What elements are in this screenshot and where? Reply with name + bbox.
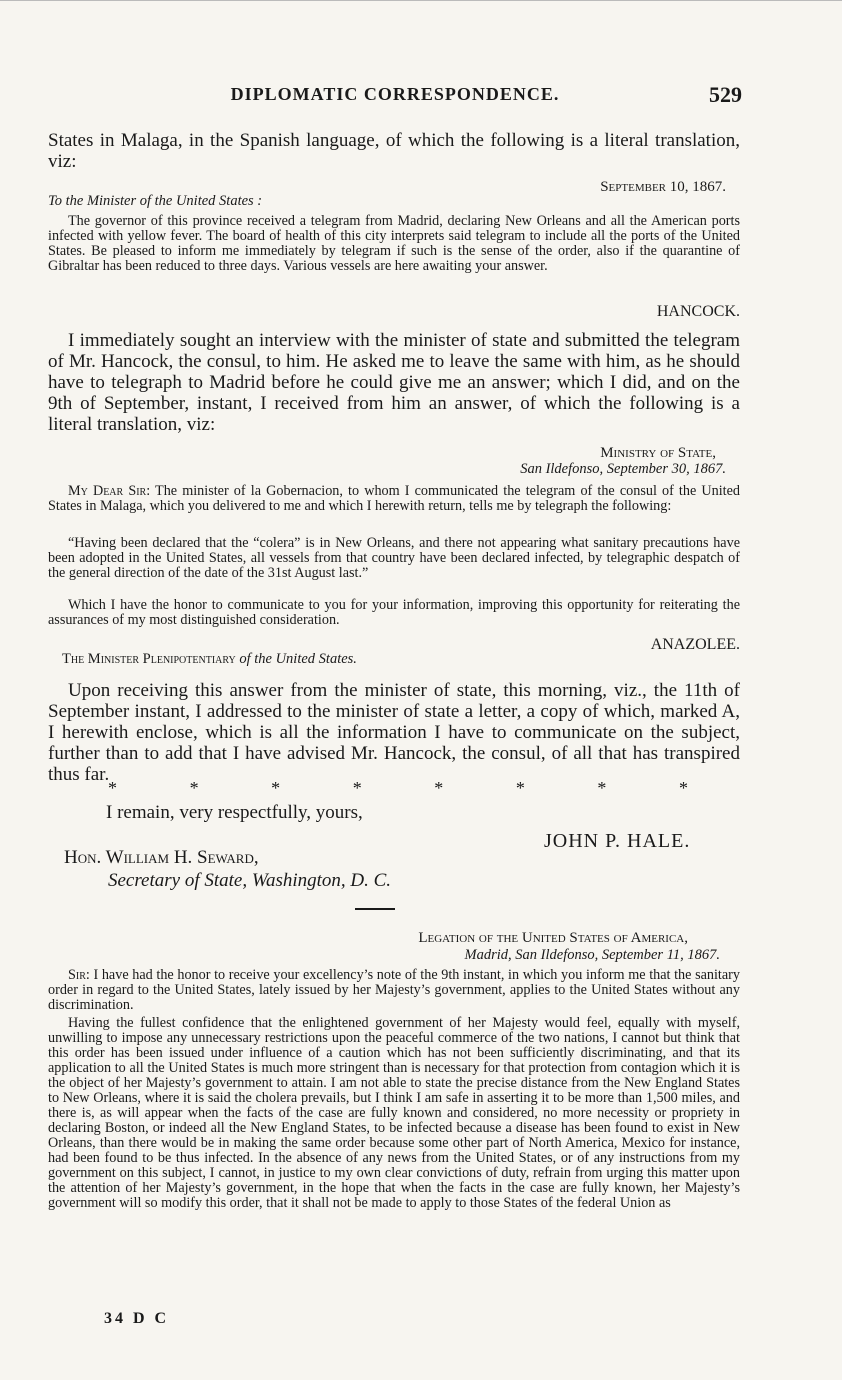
telegram-date: September 10, 1867. bbox=[600, 179, 726, 195]
ministry-signature: ANAZOLEE. bbox=[650, 636, 740, 653]
telegram-body: The governor of this province received a telegram from Madrid, declaring New Orleans and all the American ports infected with yellow fever. The board of health of this city interprets said telegram to include all the ports of the United States. Be pleased to inform me immediately by telegram if such is the sense of the order, also if the quarantine of Gibraltar has been reduced to three days. Various vessels are here awaiting your answer. bbox=[48, 213, 740, 274]
star: * bbox=[189, 778, 199, 798]
ministry-addressee bbox=[62, 652, 754, 667]
ministry-body-text: : The minister of la Gobernacion, to whom I communicated the telegram of the consul of the United States in Malaga, which you delivered to me and which I herewith return, tells me by telegraph the following: bbox=[48, 483, 740, 514]
recipient-name: Hon. William H. Seward, bbox=[64, 847, 259, 868]
ministry-addressee-title: The Minister Plenipotentiary bbox=[62, 651, 236, 667]
narrative-paragraph-2: Upon receiving this answer from the minister of state, this morning, viz., the 11th of September instant, I addressed to the minister of state a letter, a copy of which, marked A, I herewith enclose, which is all the information I have to communicate on the subject, further than to add that I have advised Mr. Hancock, the consul, of all that has transpired thus far. bbox=[48, 680, 740, 785]
legation-paragraph-1-text: : I have had the honor to receive your excellency’s note of the 9th instant, in which you inform me that the sanitary order in regard to the United States, lately issued by her Majesty’s government, applies to the United States without any discrimination. bbox=[48, 967, 740, 1013]
legation-heading: Legation of the United States of America, bbox=[418, 930, 688, 946]
ministry-place-date: San Ildefonso, September 30, 1867. bbox=[520, 461, 726, 477]
legation-place-date: Madrid, San Ildefonso, September 11, 1867. bbox=[464, 947, 720, 963]
running-title: DIPLOMATIC CORRESPONDENCE. bbox=[230, 84, 560, 104]
ministry-body-2: Which I have the honor to communicate to you for your information, improving this opportunity for reiterating the assurances of my most distinguished consideration. bbox=[48, 597, 740, 628]
closing-remain: I remain, very respectfully, yours, bbox=[106, 802, 363, 823]
star: * bbox=[678, 778, 688, 798]
closing-signer: JOHN P. HALE. bbox=[544, 830, 691, 852]
narrative-paragraph-1: I immediately sought an interview with the minister of state and submitted the telegram of Mr. Hancock, the consul, to him. He asked me to leave the same with him, as he should have to telegraph to Madrid before he could give me an answer; which I did, and on the 9th of September, instant, I received from him an answer, of which the following is a literal translation, viz: bbox=[48, 330, 740, 435]
star: * bbox=[271, 778, 281, 798]
ministry-salutation: My Dear Sir bbox=[68, 483, 147, 499]
star: * bbox=[108, 778, 117, 798]
recipient-title: Secretary of State, Washington, D. C. bbox=[108, 870, 392, 891]
legation-paragraph-2: Having the fullest confidence that the enlightened government of her Majesty would feel, equally with myself, unwilling to impose any unnecessary restrictions upon the peaceful commerce of the two nations, I cannot but think that this order has been issued under influence of a caution which has not been sufficiently discriminating, and that its application to all the United States is much more stringent than is necessary for that protection from contagion which it is the object of her Majesty’s government to attain. I am not able to state the precise distance from the New England States to New Orleans, where it is said the cholera prevails, but I think I am safe in asserting it to be more than 1,500 miles, and there is, as will appear when the facts of the case are fully known and considered, no more necessity or propriety in declaring Boston, or indeed all the New England States, to be infected because a disease has been found to exist in New Orleans, than there would be in making the same order because some other part of North America, Mexico for instance, had been found to be thus infected. In the absence of any news from the United States, or of any instructions from my government on this subject, I cannot, in justice to my own clear convictions of duty, refrain from urging this matter upon the attention of her Majesty’s government, in the hope that when the facts in the case are fully known, her Majesty’s government will so modify this order, that it shall not be made to apply to those States of the federal Union as bbox=[48, 1015, 740, 1211]
top-edge-rule bbox=[0, 0, 842, 1]
ministry-body-1 bbox=[48, 484, 740, 514]
telegram-signature: HANCOCK. bbox=[656, 303, 740, 320]
page-number: 529 bbox=[709, 82, 742, 107]
ministry-addressee-suffix: of the United States. bbox=[239, 651, 357, 667]
star: * bbox=[434, 778, 444, 798]
ministry-quote: “Having been declared that the “colera” is in New Orleans, and there not appearing what sanitary precautions have been adopted in the United States, all vessels from that country have been declared infected, by telegraphic despatch of the general direction of the date of the 31st August last.” bbox=[48, 535, 740, 581]
opening-paragraph: States in Malaga, in the Spanish language, of which the following is a literal translation, viz: bbox=[48, 130, 740, 172]
legation-paragraph-1 bbox=[48, 968, 740, 1013]
signature-mark: 34 D C bbox=[104, 1310, 170, 1327]
star: * bbox=[597, 778, 607, 798]
telegram-addressee: To the Minister of the United States : bbox=[48, 193, 263, 209]
ministry-office: Ministry of State, bbox=[600, 445, 716, 461]
legation-salutation: Sir bbox=[68, 967, 86, 983]
section-divider bbox=[355, 908, 395, 910]
star: * bbox=[515, 778, 525, 798]
ellipsis-stars bbox=[108, 778, 688, 799]
star: * bbox=[352, 778, 362, 798]
